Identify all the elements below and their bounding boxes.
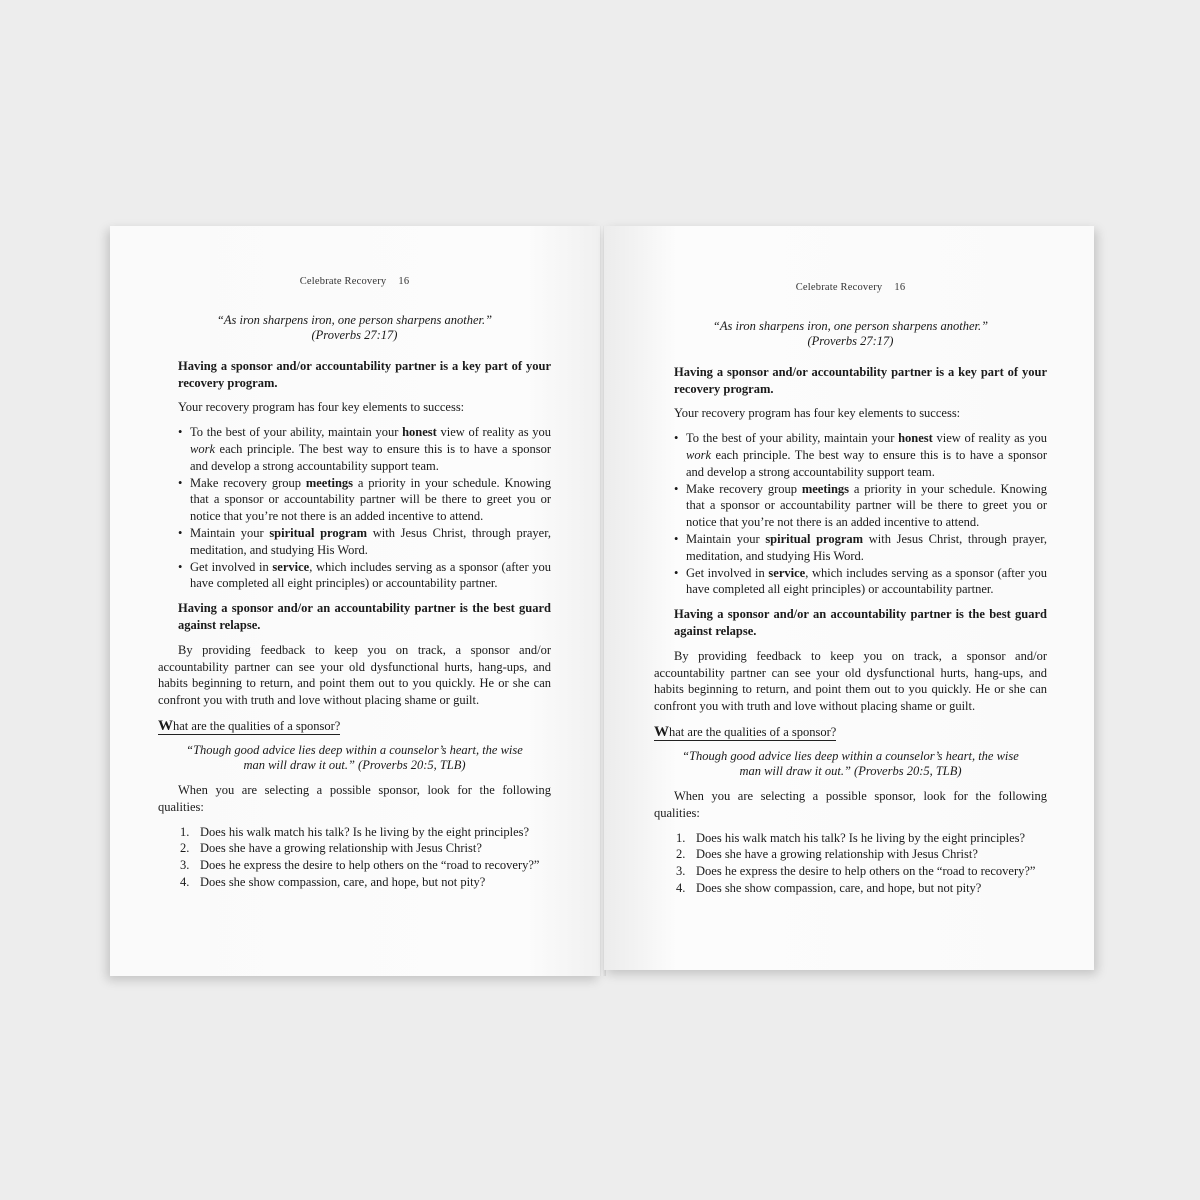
epigraph — [158, 313, 551, 344]
lead-statement-1: Having a sponsor and/or accountability partner is a key part of your recovery program. — [178, 358, 551, 390]
epigraph — [654, 319, 1047, 350]
page-number: 16 — [398, 276, 410, 287]
block-quote: “Though good advice lies deep within a counselor’s heart, the wise man will draw it out.” (Proverbs 20:5, TLB) — [186, 742, 523, 773]
left-page-content — [158, 274, 551, 891]
feedback-paragraph: By providing feedback to keep you on track, a sponsor and/or accountability partner can see your old dysfunctional hurts, hang-ups, and habits beginning to return, and point them out to you quickly. He or she can confront you with truth and love without placing shame or guilt. — [158, 642, 551, 708]
running-header — [654, 280, 1047, 297]
list-item: • Make recovery group meetings a priority in your schedule. Knowing that a sponsor or accountability partner will be there to greet you or notice that you’re not there is an added incentive to attend. — [674, 481, 1048, 530]
page-number: 16 — [894, 282, 906, 293]
intro-paragraph: Your recovery program has four key elements to success: — [178, 400, 465, 415]
bullet-icon: • — [674, 531, 679, 546]
feedback-paragraph: By providing feedback to keep you on track, a sponsor and/or accountability partner can see your old dysfunctional hurts, hang-ups, and habits beginning to return, and point them out to you quickly. He or she can confront you with truth and love without placing shame or guilt. — [654, 648, 1047, 714]
list-item: 3. Does he express the desire to help others on the “road to recovery?” — [180, 858, 540, 873]
bullet-icon: • — [178, 525, 183, 540]
block-quote: “Though good advice lies deep within a counselor’s heart, the wise man will draw it out.” (Proverbs 20:5, TLB) — [682, 748, 1019, 779]
key-elements-list — [158, 424, 551, 592]
epigraph-line-2: (Proverbs 27:17) — [311, 328, 398, 343]
list-item: 4. Does she show compassion, care, and hope, but not pity? — [180, 874, 486, 889]
list-item: • Maintain your spiritual program with Jesus Christ, through prayer, meditation, and studying His Word. — [674, 531, 1047, 563]
right-page-content — [654, 280, 1047, 897]
header-title: Celebrate Recovery — [299, 276, 387, 287]
header-title: Celebrate Recovery — [795, 282, 883, 293]
list-item: • To the best of your ability, maintain your honest view of reality as you work each principle. The best way to ensure this is to have a sponsor and develop a strong accountability support team. — [674, 431, 1047, 479]
bullet-icon: • — [674, 431, 679, 446]
key-elements-list — [654, 430, 1047, 598]
intro-paragraph: Your recovery program has four key elements to success: — [674, 406, 961, 421]
list-item: • Get involved in service, which includes serving as a sponsor (after you have completed all eight principles) or accountability partner. — [178, 559, 551, 591]
section-heading: What are the qualities of a sponsor? — [158, 717, 341, 734]
bullet-icon: • — [178, 425, 183, 440]
epigraph-line-1: “As iron sharpens iron, one person sharpens another.” — [216, 312, 493, 327]
bullet-icon: • — [178, 475, 183, 490]
list-item: 3. Does he express the desire to help others on the “road to recovery?” — [676, 864, 1036, 879]
list-item: 2. Does she have a growing relationship with Jesus Christ? — [676, 847, 978, 862]
list-item: 4. Does she show compassion, care, and hope, but not pity? — [676, 880, 982, 895]
epigraph-line-2: (Proverbs 27:17) — [807, 334, 894, 349]
bullet-icon: • — [178, 559, 183, 574]
list-item: • Maintain your spiritual program with Jesus Christ, through prayer, meditation, and studying His Word. — [178, 525, 551, 557]
selecting-paragraph: When you are selecting a possible sponsor, look for the following qualities: — [158, 782, 551, 814]
list-item: • To the best of your ability, maintain your honest view of reality as you work each principle. The best way to ensure this is to have a sponsor and develop a strong accountability support team. — [178, 425, 551, 473]
bullet-icon: • — [674, 481, 679, 496]
list-item: 1. Does his walk match his talk? Is he living by the eight principles? — [180, 824, 530, 839]
bullet-icon: • — [674, 565, 679, 580]
selecting-paragraph: When you are selecting a possible sponsor, look for the following qualities: — [654, 788, 1047, 820]
right-page — [604, 226, 1094, 970]
lead-statement-1: Having a sponsor and/or accountability partner is a key part of your recovery program. — [674, 364, 1047, 396]
list-item: • Make recovery group meetings a priority in your schedule. Knowing that a sponsor or accountability partner will be there to greet you or notice that you’re not there is an added incentive to attend. — [178, 475, 552, 524]
lead-statement-2: Having a sponsor and/or an accountability partner is the best guard against relapse. — [674, 607, 1047, 638]
qualities-list — [654, 830, 1047, 897]
section-heading: What are the qualities of a sponsor? — [654, 723, 837, 740]
lead-statement-2: Having a sponsor and/or an accountability partner is the best guard against relapse. — [178, 601, 551, 632]
list-item: 1. Does his walk match his talk? Is he living by the eight principles? — [676, 830, 1026, 845]
list-item: 2. Does she have a growing relationship with Jesus Christ? — [180, 841, 482, 856]
epigraph-line-1: “As iron sharpens iron, one person sharpens another.” — [712, 318, 989, 333]
list-item: • Get involved in service, which includes serving as a sponsor (after you have completed all eight principles) or accountability partner. — [674, 565, 1047, 597]
qualities-list — [158, 824, 551, 891]
left-page — [110, 226, 600, 976]
running-header — [158, 274, 551, 291]
